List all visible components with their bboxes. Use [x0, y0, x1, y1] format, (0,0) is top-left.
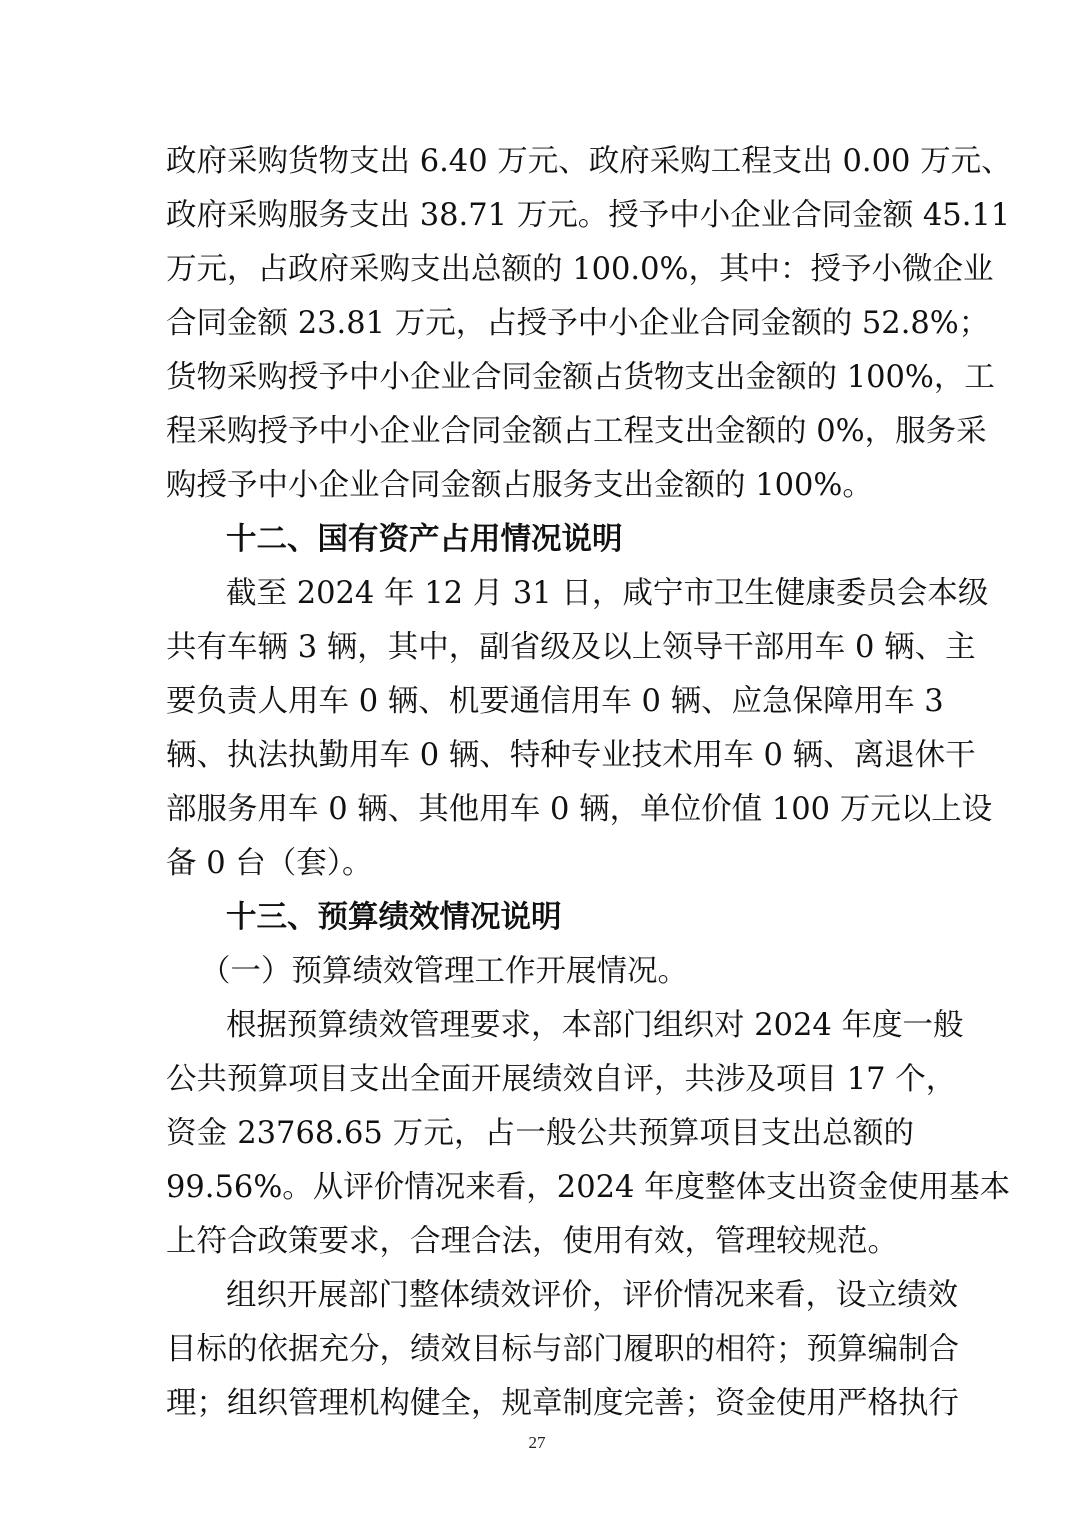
paragraph-line: 政府采购服务支出 38.71 万元。授予中小企业合同金额 45.11	[166, 198, 1011, 233]
paragraph-line: 部服务用车 0 辆、其他用车 0 辆，单位价值 100 万元以上设	[166, 792, 993, 827]
paragraph-line: 万元，占政府采购支出总额的 100.0%，其中：授予小微企业	[166, 252, 994, 287]
paragraph-line: 组织开展部门整体绩效评价，评价情况来看，设立绩效	[226, 1278, 958, 1313]
paragraph-line: 上符合政策要求，合理合法，使用有效，管理较规范。	[166, 1224, 898, 1259]
paragraph-line: 目标的依据充分，绩效目标与部门履职的相符；预算编制合	[166, 1332, 959, 1367]
paragraph-line: 备 0 台（套）。	[166, 846, 373, 881]
paragraph-line: 货物采购授予中小企业合同金额占货物支出金额的 100%，工	[166, 360, 995, 395]
paragraph-line: 根据预算绩效管理要求，本部门组织对 2024 年度一般	[226, 1008, 964, 1043]
paragraph-line: 购授予中小企业合同金额占服务支出金额的 100%。	[166, 468, 873, 503]
paragraph-line: 程采购授予中小企业合同金额占工程支出金额的 0%，服务采	[166, 414, 987, 449]
paragraph-line: 理；组织管理机构健全，规章制度完善；资金使用严格执行	[166, 1386, 959, 1421]
paragraph-line: 合同金额 23.81 万元，占授予中小企业合同金额的 52.8%；	[166, 306, 990, 341]
paragraph-line: 政府采购货物支出 6.40 万元、政府采购工程支出 0.00 万元、	[166, 144, 1012, 179]
section-heading: 十三、预算绩效情况说明	[226, 900, 562, 935]
page-number: 27	[528, 1433, 546, 1452]
paragraph-line: 截至 2024 年 12 月 31 日，咸宁市卫生健康委员会本级	[226, 576, 989, 611]
paragraph-line: 要负责人用车 0 辆、机要通信用车 0 辆、应急保障用车 3	[166, 684, 944, 719]
paragraph-line: 共有车辆 3 辆，其中，副省级及以上领导干部用车 0 辆、主	[166, 630, 976, 665]
paragraph-line: 辆、执法执勤用车 0 辆、特种专业技术用车 0 辆、离退休干	[166, 738, 976, 773]
paragraph-line: 公共预算项目支出全面开展绩效自评，共涉及项目 17 个，	[166, 1062, 957, 1097]
paragraph-line: 99.56%。从评价情况来看，2024 年度整体支出资金使用基本	[166, 1170, 1011, 1205]
subsection-heading: （一）预算绩效管理工作开展情况。	[200, 954, 688, 989]
section-heading: 十二、国有资产占用情况说明	[226, 522, 623, 557]
paragraph-line: 资金 23768.65 万元，占一般公共预算项目支出总额的	[166, 1116, 914, 1151]
